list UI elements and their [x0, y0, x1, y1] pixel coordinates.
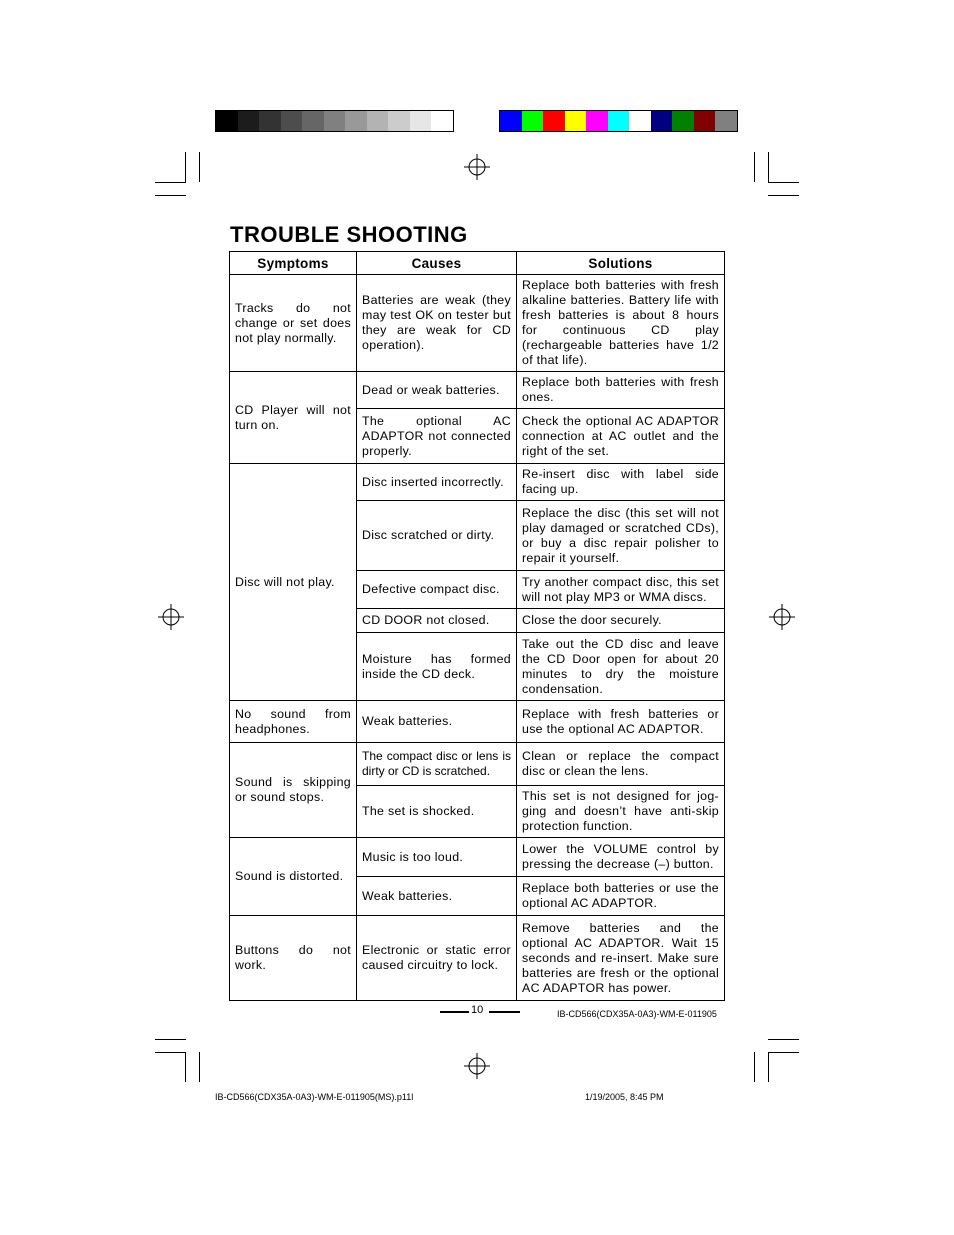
- page-title: TROUBLE SHOOTING: [230, 222, 468, 247]
- solution-cell: Re-insert disc with label side facing up.: [517, 464, 725, 501]
- table-row: [230, 743, 725, 786]
- gray-swatch: [410, 111, 432, 131]
- crop-mark: [754, 152, 755, 182]
- registration-mark-icon: [769, 604, 795, 630]
- header-symptoms: Symptoms: [230, 252, 357, 275]
- page-number-rule: [440, 1011, 469, 1013]
- header-causes: Causes: [357, 252, 517, 275]
- doc-code: IB-CD566(CDX35A-0A3)-WM-E-011905: [557, 1009, 717, 1019]
- color-calibration-bar: [499, 110, 738, 132]
- symptom-cell: No sound from headphones.: [230, 701, 357, 743]
- solution-cell: Replace both batteries or use the optional AC ADAPTOR.: [517, 877, 725, 916]
- cause-cell: The compact disc or lens is dirty or CD is scratched.: [357, 743, 517, 786]
- cause-cell: Weak batteries.: [357, 877, 517, 916]
- solution-cell: Replace the disc (this set will not play damaged or scratched CDs), or buy a disc repair polisher to repair it yourself.: [517, 501, 725, 571]
- solution-cell: Close the door securely.: [517, 609, 725, 633]
- cause-cell: Disc scratched or dirty.: [357, 501, 517, 571]
- cause-cell: Music is too loud.: [357, 838, 517, 877]
- solution-cell: Check the optional AC ADAPTOR connection at AC outlet and the right of the set.: [517, 409, 725, 464]
- cause-cell: CD DOOR not closed.: [357, 609, 517, 633]
- solution-cell: Lower the VOLUME control by pressing the decrease (–) button.: [517, 838, 725, 877]
- cause-cell: The optional AC ADAPTOR not connected properly.: [357, 409, 517, 464]
- solution-cell: Replace with fresh batteries or use the optional AC ADAPTOR.: [517, 701, 725, 743]
- color-swatch: [543, 111, 565, 131]
- gray-swatch: [431, 111, 453, 131]
- crop-mark: [768, 1039, 799, 1040]
- color-swatch: [586, 111, 608, 131]
- color-swatch: [629, 111, 651, 131]
- crop-mark: [754, 1052, 755, 1082]
- gray-swatch: [345, 111, 367, 131]
- gray-swatch: [324, 111, 346, 131]
- registration-mark-icon: [464, 154, 490, 180]
- cause-cell: Defective compact disc.: [357, 571, 517, 609]
- cause-cell: Disc inserted incorrectly.: [357, 464, 517, 501]
- crop-mark: [768, 152, 769, 182]
- page-number-rule: [489, 1011, 520, 1013]
- solution-cell: Clean or replace the compact disc or clean the lens.: [517, 743, 725, 786]
- color-swatch: [522, 111, 544, 131]
- solution-cell: Replace both batteries with fresh ones.: [517, 372, 725, 409]
- table-row: [230, 372, 725, 409]
- crop-mark: [185, 152, 186, 182]
- gray-swatch: [281, 111, 303, 131]
- cause-cell: Weak batteries.: [357, 701, 517, 743]
- symptom-cell: Tracks do not change or set does not play normally.: [230, 275, 357, 372]
- symptom-cell: Sound is skipping or sound stops.: [230, 743, 357, 838]
- color-swatch: [651, 111, 673, 131]
- crop-mark: [768, 1052, 769, 1082]
- gray-swatch: [259, 111, 281, 131]
- gray-swatch: [302, 111, 324, 131]
- table-row: [230, 464, 725, 501]
- cause-cell: Electronic or static error caused circuitry to lock.: [357, 916, 517, 1001]
- gray-swatch: [388, 111, 410, 131]
- gray-swatch: [238, 111, 260, 131]
- crop-mark: [185, 1052, 186, 1082]
- crop-mark: [199, 1052, 200, 1082]
- solution-cell: Remove batteries and the optional AC ADAPTOR. Wait 15 seconds and re-insert. Make sure batteries are fresh or the optional AC ADAPTOR has power.: [517, 916, 725, 1001]
- file-name: IB-CD566(CDX35A-0A3)-WM-E-011905(MS).p11l: [215, 1092, 414, 1102]
- timestamp: 1/19/2005, 8:45 PM: [585, 1092, 664, 1102]
- cause-cell: Moisture has formed inside the CD deck.: [357, 633, 517, 701]
- color-swatch: [672, 111, 694, 131]
- solution-cell: Take out the CD disc and leave the CD Door open for about 20 minutes to dry the moisture condensation.: [517, 633, 725, 701]
- header-solutions: Solutions: [517, 252, 725, 275]
- symptom-cell: CD Player will not turn on.: [230, 372, 357, 464]
- crop-mark: [155, 182, 186, 183]
- grayscale-calibration-bar: [215, 110, 454, 132]
- table-header-row: [230, 252, 725, 275]
- table-row: [230, 838, 725, 877]
- color-swatch: [565, 111, 587, 131]
- crop-mark: [155, 1039, 186, 1040]
- cause-cell: Batteries are weak (they may test OK on tester but they are weak for CD operation).: [357, 275, 517, 372]
- symptom-cell: Buttons do not work.: [230, 916, 357, 1001]
- registration-mark-icon: [464, 1053, 490, 1079]
- color-swatch: [694, 111, 716, 131]
- gray-swatch: [367, 111, 389, 131]
- table-row: [230, 916, 725, 1001]
- symptom-cell: Sound is distorted.: [230, 838, 357, 916]
- page-number: 10: [471, 1004, 484, 1016]
- table-row: [230, 275, 725, 372]
- cause-cell: Dead or weak batteries.: [357, 372, 517, 409]
- registration-mark-icon: [158, 604, 184, 630]
- color-swatch: [715, 111, 737, 131]
- crop-mark: [768, 1052, 799, 1053]
- solution-cell: This set is not designed for jog-ging and doesn’t have anti-skip protection function.: [517, 786, 725, 838]
- cause-cell: The set is shocked.: [357, 786, 517, 838]
- crop-mark: [768, 195, 799, 196]
- color-swatch: [500, 111, 522, 131]
- crop-mark: [155, 1052, 186, 1053]
- color-swatch: [608, 111, 630, 131]
- table-row: [230, 701, 725, 743]
- crop-mark: [199, 152, 200, 182]
- solution-cell: Replace both batteries with fresh alkaline batteries. Battery life with fresh batteries is about 8 hours for continuous CD play (rechargeable batteries have 1/2 of that life).: [517, 275, 725, 372]
- trouble-shooting-table: [229, 251, 725, 1001]
- crop-mark: [768, 182, 799, 183]
- crop-mark: [155, 195, 186, 196]
- solution-cell: Try another compact disc, this set will not play MP3 or WMA discs.: [517, 571, 725, 609]
- symptom-cell: Disc will not play.: [230, 464, 357, 701]
- gray-swatch: [216, 111, 238, 131]
